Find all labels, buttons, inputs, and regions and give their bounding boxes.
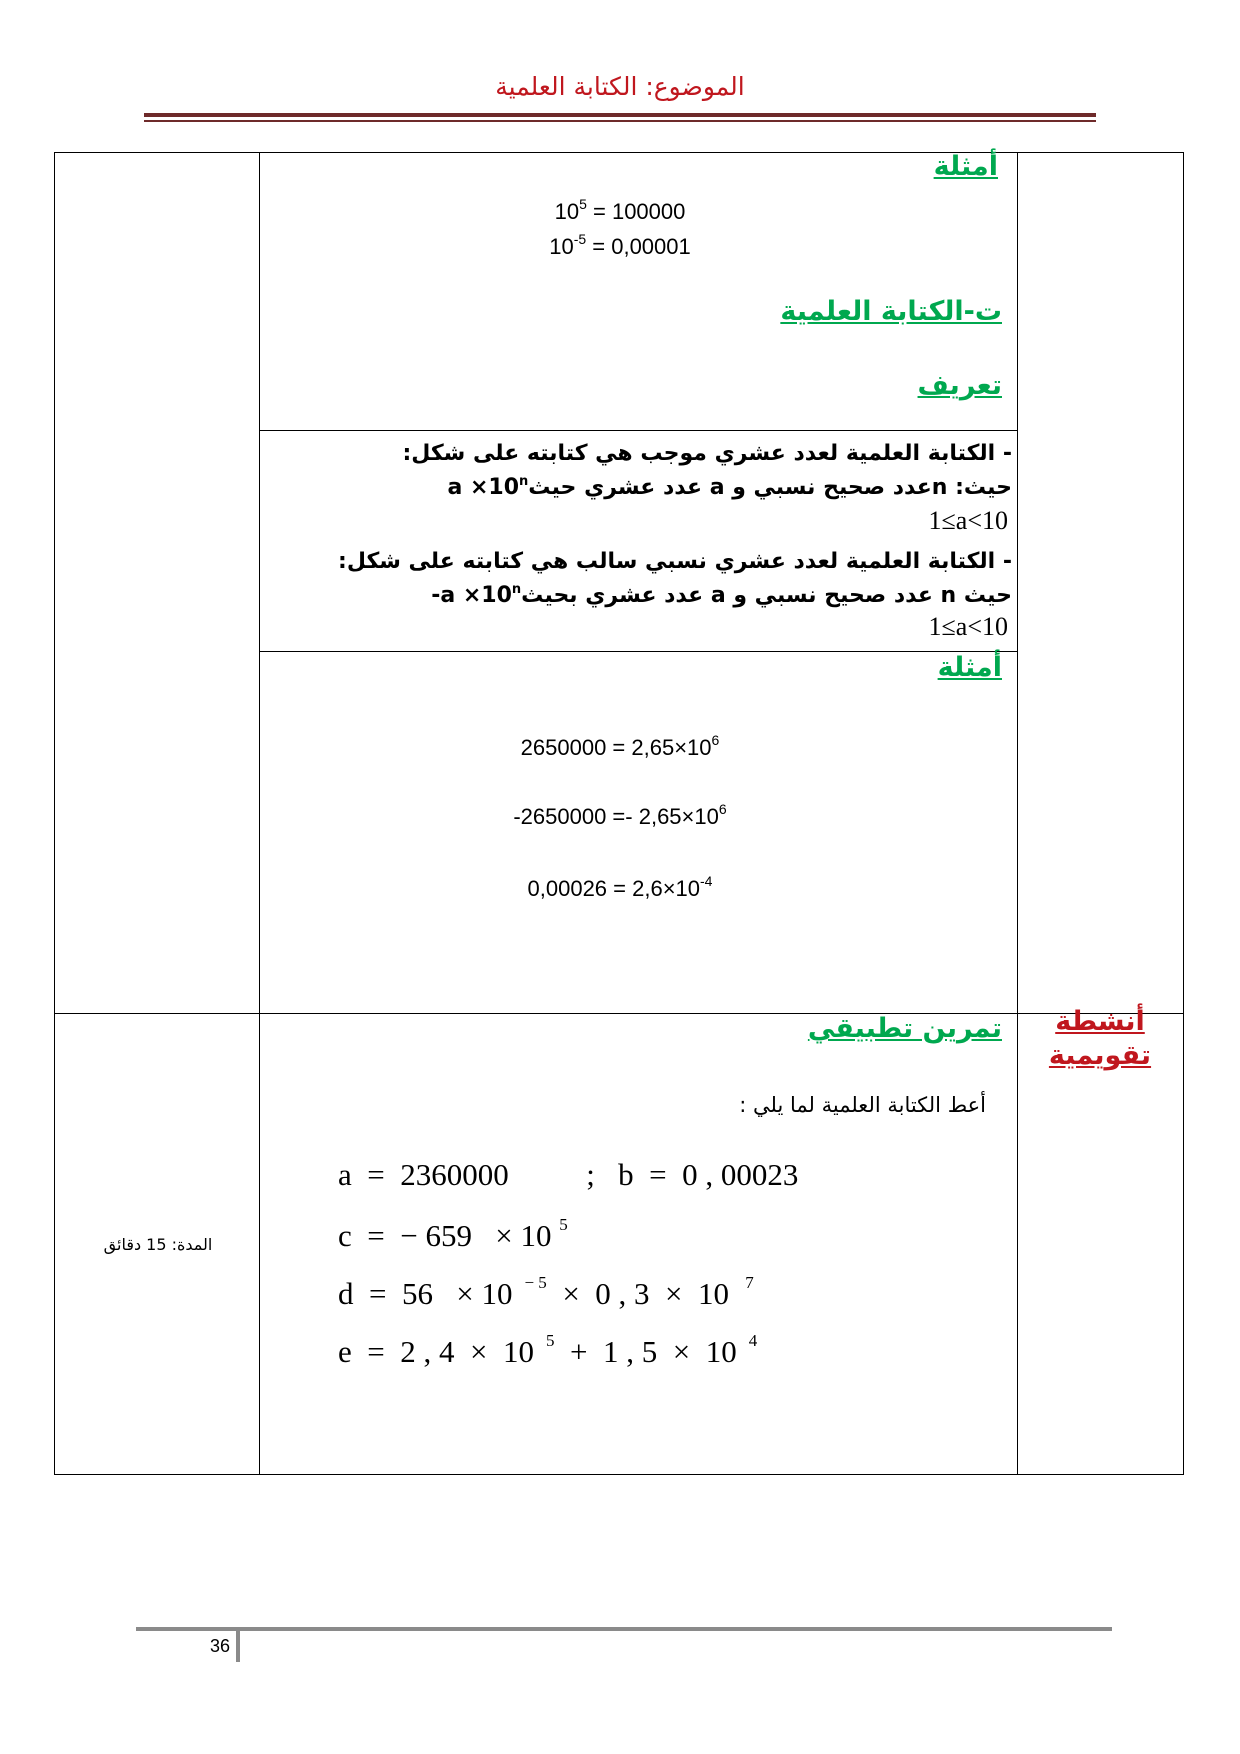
table-divider-1 [259, 152, 260, 1474]
header-rule-thin [144, 120, 1096, 122]
definition-negative-line: - الكتابة العلمية لعدد عشري نسبي سالب هي كتابته على شكل: [338, 549, 1012, 574]
table-border-left [54, 152, 55, 1474]
power-example-1: $10^5 = 100000$ [554, 196, 686, 224]
definition-negative-form: حيث n عدد صحيح نسبي و a عدد عشري بحيث-a $\times 10^n$ [431, 582, 1012, 608]
definition-inequality-2: 1≤a<10 [928, 612, 1008, 641]
scientific-example-3: $0,00026 = 2,6\times 10^{-4}$ [527, 873, 713, 901]
definition-heading: تعريف [917, 370, 1002, 401]
page-number: 36 [209, 1636, 230, 1656]
row-divider-2 [259, 651, 1018, 652]
examples-heading-2: أمثلة [937, 652, 1002, 683]
examples-heading: أمثلة [933, 151, 998, 182]
exercise-row-e: e = 2 , 4 × 10 $^5$ + 1 , 5 × 10 $^4$ [338, 1331, 758, 1369]
row-divider-3 [54, 1013, 1184, 1014]
table-border-bottom [54, 1474, 1184, 1475]
table-divider-2 [1017, 152, 1018, 1474]
table-border-right [1183, 152, 1184, 1474]
page-header-title: الموضوع: الكتابة العلمية [495, 72, 745, 101]
scientific-example-2: $-2650000 =- 2,65\times 10^6$ [513, 801, 727, 829]
table-border-top [54, 152, 1184, 153]
footer-rule [136, 1627, 1112, 1631]
definition-positive-line: - الكتابة العلمية لعدد عشري موجب هي كتابته على شكل: [402, 441, 1012, 466]
duration-label: المدة: 15 دقائق [103, 1235, 213, 1254]
scientific-example-1: $2650000 = 2,65\times 10^6$ [520, 732, 720, 760]
definition-positive-form: حيث: nعدد صحيح نسبي و a عدد عشري حيثa $\times 10^n$ [447, 474, 1012, 500]
exercise-instruction: أعط الكتابة العلمية لما يلي : [739, 1093, 986, 1117]
footer-bar [236, 1630, 240, 1662]
exercise-heading: تمرين تطبيقي [807, 1013, 1002, 1044]
scientific-notation-heading: ت-الكتابة العلمية [780, 296, 1002, 327]
header-rule [144, 113, 1096, 117]
exercise-row-c: c = − 659 × 10 $^5$ [338, 1215, 568, 1253]
exercise-row-a: a = 2360000 ; b = 0 , 00023 [338, 1157, 799, 1192]
definition-inequality-1: 1≤a<10 [928, 506, 1008, 535]
exercise-row-d: d = 56 × 10 $^{- 5}$ × 0 , 3 × 10 $^7$ [338, 1273, 754, 1311]
power-example-2: $10^{-5} = 0,00001$ [549, 231, 691, 259]
evaluation-activities-label: أنشطة تقويمية [1048, 1006, 1152, 1071]
row-divider-1 [259, 430, 1018, 431]
